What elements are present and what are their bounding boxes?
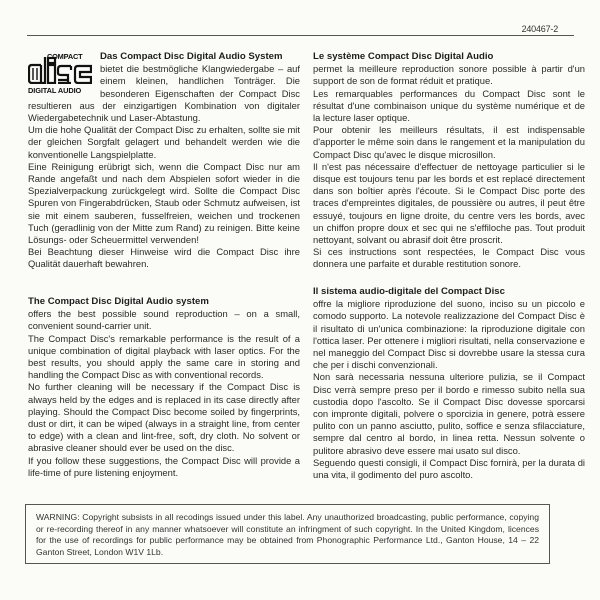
paragraph: offre la migliore riproduzione del suono, inciso su un piccolo e comodo supporto. La notevole realizzazione del Compact Disc è il risultato di un'unica combinazione: la riproduzione digitale con l'ottica laser. Per ottenere i migliori risultati, nella conservazione e nel maneggio del Compact Disc si dovrebbe usare la stessa cura che per i dischi convenzionali. <box>313 298 585 371</box>
section-german <box>28 51 300 271</box>
paragraph: Si ces instructions sont respectées, le Compact Disc vous donnera une parfaite et durable restitution sonore. <box>313 246 585 270</box>
paragraph: Non sarà necessaria nessuna ulteriore pulizia, se il Compact Disc verrà sempre preso per il bordo e rimesso subito nella sua custodia dopo l'ascolto. Se il Compact Disc dovesse sporcarsi con impronte digitali, polvere o sporcizia in genere, potrà essere pulito con un panno asciutto, pulito, soffice e senza sfilacciature, sempre dal centro al bordo, in linea retta. Nessun solvente o pulitore abrasivo deve essere mai usato sul disco. <box>313 371 585 456</box>
copyright-warning-box <box>25 504 550 564</box>
section-english <box>28 296 300 479</box>
paragraph: If you follow these suggestions, the Compact Disc will provide a life-time of pure listening enjoyment. <box>28 454 300 478</box>
paragraph: Les remarquables performances du Compact Disc sont le résultat d'une combinaison unique du système numérique et de la lecture laser optique. <box>313 87 585 124</box>
section-title: Das Compact Disc Digital Audio System <box>100 51 283 62</box>
paragraph: offers the best possible sound reproduction – on a small, convenient sound-carrier unit. <box>28 308 300 332</box>
catalog-number: 240467-2 <box>521 24 558 34</box>
paragraph: Bei Beachtung dieser Hinweise wird die Compact Disc ihre Qualität dauerhaft bewahren. <box>28 246 300 270</box>
paragraph: Um die hohe Qualität der Compact Disc zu erhalten, sollte sie mit der gleichen Sorgfalt gelagert und behandelt werden wie die konventionelle Langspielplatte. <box>28 124 300 160</box>
paragraph: Pour obtenir les meilleurs résultats, il est indispensable d'apporter le même soin dans le rangement et la manipulation du Compact Disc qu'avec le disque microsillon. <box>313 124 585 160</box>
copyright-warning-text: WARNING: Copyright subsists in all recodings issued under this label. Any unauthorized broadcasting, public performance, copying or re-recording thereof in any manner whatsoever will constitute an infringment of such copyright. In the United Kingdom, licences for the use of recordings for public performance may be obtained from Phonographic Performance Ltd., Ganton House, 14 – 22 Ganton Street, London W1V 1Lb. <box>36 512 539 557</box>
header-rule <box>27 35 574 36</box>
section-french <box>313 51 585 271</box>
section-title: Le système Compact Disc Digital Audio <box>313 51 494 62</box>
paragraph: Seguendo questi consigli, il Compact Disc fornirà, per la durata di una vita, il godimento del puro ascolto. <box>313 456 585 481</box>
section-italian <box>313 286 585 481</box>
paragraph: The Compact Disc's remarkable performance is the result of a unique combination of digital playback with laser optics. For the best results, you should apply the same care in storing and handling the Compact Disc as with conventional records. <box>28 332 300 381</box>
logo-compact-text: COMPACT <box>47 52 83 61</box>
paragraph: bietet die bestmögliche Klangwiedergabe – auf einem kleinen, handlichen Tonträger. Die besonderen Eigenschaften der Compact Disc resultieren aus der einzigartigen Kombination von digitaler Wiedergabetechnik und Laser-Abtastung. <box>28 63 300 124</box>
disc-logo-icon <box>28 56 92 84</box>
logo-digital-audio-text: DIGITAL AUDIO <box>28 86 82 95</box>
section-title: The Compact Disc Digital Audio system <box>28 296 209 307</box>
paragraph: No further cleaning will be necessary if the Compact Disc is always held by the edges and is replaced in its case directly after playing. Should the Compact Disc become soiled by fingerprints, dust or dirt, it can be wiped (always in a straight line, from center to edge) with a clean and lint-free, soft, dry cloth. No solvent or abrasive cleaner should ever be used on the disc. <box>28 381 300 454</box>
paragraph: Eine Reinigung erübrigt sich, wenn die Compact Disc nur am Rande angefaßt und nach dem Abspielen sofort wieder in die Spezialverpackung zurückgelegt wird. Sollte die Compact Disc Spuren von Fingerabdrücken, Staub oder Schmutz aufweisen, ist sie mit einem sauberen, fusselfreien, weichen und trockenen Tuch (geradlinig von der Mitte zum Rand) zu reinigen. Bitte keine Lösungs- oder Scheuermittel verwenden! <box>28 160 300 246</box>
paragraph: Il n'est pas nécessaire d'effectuer de nettoyage particulier si le disque est toujours tenu par les bords et est replacé directement dans son boîtier après l'écoute. Si le Compact Disc porte des traces d'empreintes digitales, de poussière ou autres, il peut être essuyé, toujours en ligne droite, du centre vers les bords, avec un chiffon propre doux et sec qui ne s'effiloche pas. Tout produit nettoyant, solvant ou abrasif doit être proscrit. <box>313 160 585 246</box>
section-title: Il sistema audio-digitale del Compact Disc <box>313 286 505 297</box>
compact-disc-logo <box>28 51 96 95</box>
paragraph: permet la meilleure reproduction sonore possible à partir d'un support de son de format réduit et pratique. <box>313 63 585 87</box>
